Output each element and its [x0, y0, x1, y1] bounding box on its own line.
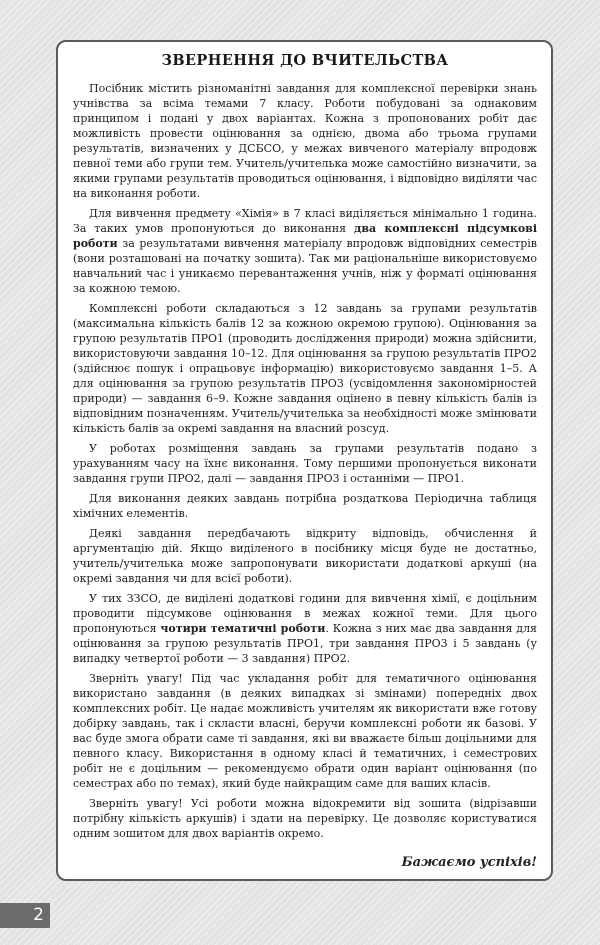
paragraph-text: за результатами вивчення матеріалу впродовж відповідних семестрів (вони розташовані на початку зошита). Так ми раціональніше використовуємо навчальний час і уникаємо перевантаження учнів, ніж у форматі оцінювання за кожною темою.	[73, 237, 537, 295]
paragraph-text: Зверніть увагу! Усі роботи можна відокремити від зошита (відрізавши потрібну кількість аркушів) і здати на перевірку. Це дозволяє користуватися одним зошитом для двох варіантів окремо.	[73, 797, 537, 840]
paragraph-text: . Кожна з них має два завдання для оцінювання за групою результатів ПРО1, три завдання ПРО3 і 5 завдань (у випадку четвертої роботи — 3 завдання) ПРО2.	[73, 622, 537, 665]
bold-phrase: чотири тематичні роботи	[160, 622, 326, 635]
paragraph	[73, 206, 537, 296]
paragraph	[73, 491, 537, 521]
paragraph-text: У роботах розміщення завдань за групами результатів подано з урахуванням часу на їхнє виконання. Тому першими пропонується виконати завдання групи ПРО2, далі — завдання ПРО3 і останніми — ПРО1.	[73, 442, 537, 485]
closing-wish: Бажаємо успіхів!	[401, 855, 537, 870]
bold-phrase: два комплексні підсумкові роботи	[73, 222, 537, 250]
paragraph	[73, 671, 537, 791]
paragraph-text: У тих ЗЗСО, де виділені додаткові години для вивчення хімії, є доцільним проводити підсумкове оцінювання в межах кожної теми. Для цього пропонуються	[73, 592, 537, 635]
paragraph-text: Деякі завдання передбачають відкриту відповідь, обчислення й аргументацію дій. Якщо виділеного в посібнику місця буде не достатньо, учитель/учителька може запропонувати використати додаткові аркуші (на окремі завдання чи для всієї роботи).	[73, 527, 537, 585]
paragraph	[73, 441, 537, 486]
paragraph-text: Комплексні роботи складаються з 12 завдань за групами результатів (максимальна кількість балів 12 за кожною окремою групою). Оцінювання за групою результатів ПРО1 (проводить дослідження природи) можна здійснити, використовуючи завдання 10–12. Для оцінювання за групою результатів ПРО2 (здійснює пошук і опрацьовує інформацію) використовуємо завдання 1–5. А для оцінювання за групою результатів ПРО3 (усвідомлення закономірностей природи) — завдання 6–9. Кожне завдання оцінено в певну кількість балів із відповідним позначенням. Учитель/учителька за необхідності може змінювати кількість балів за окремі завдання на власний розсуд.	[73, 302, 537, 435]
page-title: ЗВЕРНЕННЯ ДО ВЧИТЕЛЬСТВА	[161, 52, 449, 69]
paragraph	[73, 796, 537, 841]
page-number: 2	[0, 903, 50, 928]
teacher-address-frame	[56, 40, 553, 881]
paragraph-text: Для виконання деяких завдань потрібна роздаткова Періодична таблиця хімічних елементів.	[73, 492, 537, 520]
body-text	[73, 81, 537, 841]
paragraph-text: Зверніть увагу! Під час укладання робіт для тематичного оцінювання використано завдання (в деяких випадках зі змінами) попередніх двох комплексних робіт. Це надає можливість учителям як використати вже готову добірку завдань, так і скласти власні, беручи комплексні роботи як базові. У вас буде змога обрати саме ті завдання, які ви вважаєте більш доцільними для певного класу. Використання в одному класі й тематичних, і семестрових робіт не є доцільним — рекомендуємо обрати один варіант оцінювання (по семестрах або по темах), який буде найкращим саме для ваших класів.	[73, 672, 537, 790]
paragraph	[73, 301, 537, 436]
paragraph-text: Посібник містить різноманітні завдання для комплексної перевірки знань учнівства за всіма темами 7 класу. Роботи побудовані за однаковим принципом і подані у двох варіантах. Кожна з пропонованих робіт дає можливість провести оцінювання за однією, двома або трьома групами результатів, визначених у ДСБСО, у межах вивченого матеріалу впродовж певної теми або групи тем. Учитель/учителька може самостійно визначити, за якими групами результатів проводиться оцінювання, і відповідно виділяти час на виконання роботи.	[73, 82, 537, 200]
paragraph	[73, 526, 537, 586]
paragraph-text: Для вивчення предмету «Хімія» в 7 класі виділяється мінімально 1 година. За таких умов пропонуються до виконання	[73, 207, 537, 235]
paragraph	[73, 591, 537, 666]
paragraph	[73, 81, 537, 201]
